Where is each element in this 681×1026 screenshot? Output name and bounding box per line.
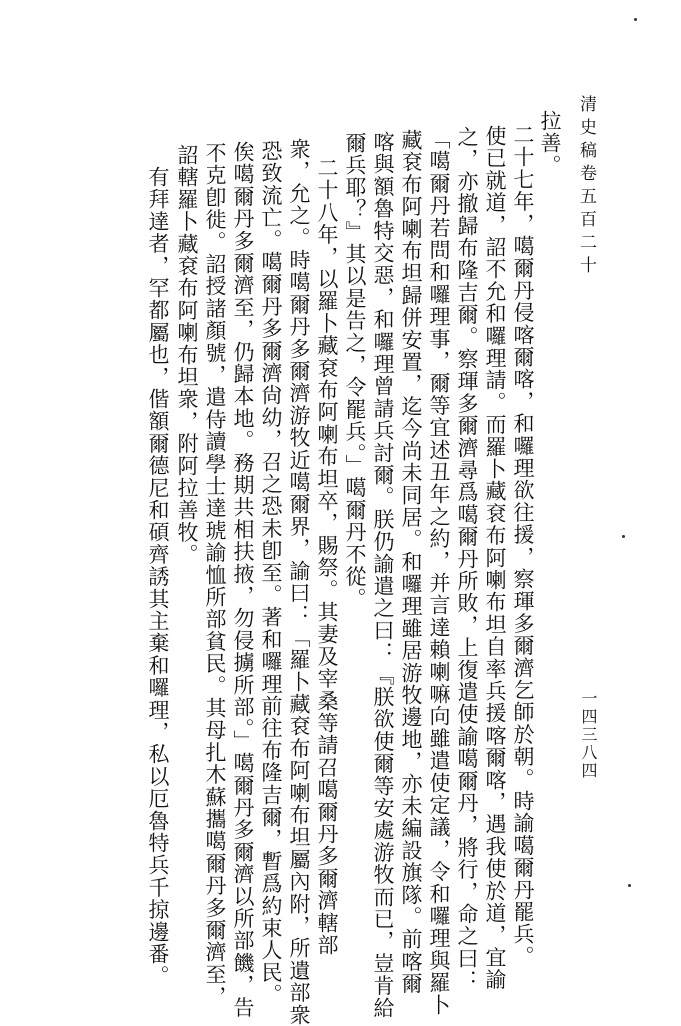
text-column: 二十七年，噶爾丹侵喀爾喀，和囉理欲往援，察琿多爾濟乞師於朝。時諭噶爾丹罷兵。	[511, 124, 535, 968]
scan-speck	[634, 18, 637, 21]
text-column: 衆，允之。時噶爾丹多爾濟游牧近噶爾界，諭曰：「羅卜藏袞布阿喇布坦屬內附，所遺部衆	[287, 138, 311, 1026]
text-column: 「噶爾丹若問和囉理事，爾等宜述丑年之約，并言達賴喇嘛向雖遣使定議，令和囉理與羅卜	[427, 128, 451, 1016]
text-column: 有拜達者，罕都屬也，偕額爾德尼和碩齊誘其主棄和囉理，私以厄魯特兵千掠邊番。	[146, 166, 170, 988]
text-column: 詔轄羅卜藏袞布阿喇布坦衆，附阿拉善牧。	[175, 144, 199, 566]
text-column: 使已就道，詔不允和囉理請。而羅卜藏袞布阿喇布坦自率兵援喀爾喀，遇我使於道，宜諭	[483, 125, 507, 991]
text-column: 不克卽徙。詔授諸顏號，遣侍讀學士達琥諭恤所部貧民。其母扎木蘇攜噶爾丹多爾濟至，	[203, 142, 227, 1008]
text-column: 俟噶爾丹多爾濟至，仍歸本地。務期共相扶掖，勿侵擄所部。」噶爾丹多爾濟以所部饑，告	[231, 141, 255, 1019]
text-column: 爾兵耶？』其以是告之，令罷兵。」噶爾丹不從。	[343, 132, 367, 610]
text-column: 拉善。	[538, 110, 562, 177]
text-column: 藏袞布阿喇布坦歸併安置，迄今尚未同居。和囉理雖居游牧邊地，亦未編設旗隊。前喀爾	[399, 129, 423, 995]
text-column: 喀與額魯特交惡，和囉理曾請兵討爾。朕仍諭遣之曰：『朕欲使爾等安處游牧而已，豈肯給	[371, 131, 395, 1019]
scan-speck	[622, 535, 625, 538]
text-column: 二十八年，以羅卜藏袞布阿喇布坦卒，賜祭。其妻及宰桑等請召噶爾丹多爾濟轄部	[315, 157, 339, 957]
text-column: 恐致流亡。噶爾丹多爾濟尙幼，召之恐未卽至。著和囉理前往布隆吉爾，暫爲約束人民。	[259, 140, 283, 1006]
scan-speck	[628, 884, 631, 887]
running-header-title: 清史稿卷五百二十	[576, 95, 596, 279]
page-number: 一四三八四	[579, 690, 598, 780]
text-column: 之，亦撤歸布隆吉爾。察琿多爾濟尋爲噶爾丹所敗，上復遣使諭噶爾丹，將行，命之曰：	[455, 126, 479, 992]
